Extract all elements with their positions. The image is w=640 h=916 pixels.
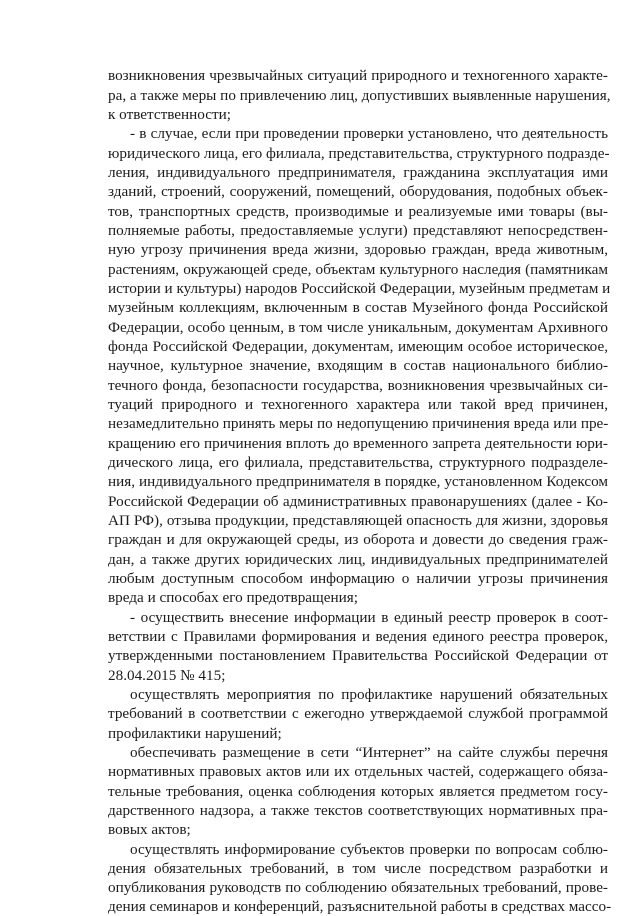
text-line: утвержденными постановлением Правительства Российской Федерации от <box>108 647 608 664</box>
text-line: - осуществить внесение информации в единый реестр проверок в соот- <box>130 609 608 626</box>
text-line: незамедлительно принять меры по недопущению причинения вреда или пре- <box>108 415 609 432</box>
text-line: Российской Федерации об административных правонарушениях (далее - Ко- <box>108 493 608 510</box>
text-line: нормативных правовых актов или их отдельных частей, содержащего обяза- <box>108 763 608 780</box>
text-line: к ответственности; <box>108 106 232 123</box>
text-line: Федерации, особо ценным, в том числе уникальным, документам Архивного <box>108 319 608 336</box>
text-line: дарственного надзора, а также текстов соответствующих нормативных пра- <box>108 802 608 819</box>
text-line: требований в соответствии с ежегодно утверждаемой службой программой <box>108 705 608 722</box>
text-line: осуществлять мероприятия по профилактике нарушений обязательных <box>130 686 608 703</box>
text-line: опубликования руководств по соблюдению обязательных требований, прове- <box>108 879 608 896</box>
text-line: обеспечивать размещение в сети “Интернет” на сайте службы перечня <box>130 744 608 761</box>
text-line: музейным коллекциям, включенным в состав Музейного фонда Российской <box>108 299 608 316</box>
text-line: АП РФ), отзыва продукции, представляющей опасность для жизни, здоровья <box>108 512 608 529</box>
text-line: вреда и способах его предотвращения; <box>108 589 358 606</box>
text-line: тельные требования, оценка соблюдения которых является предметом госу- <box>108 783 608 800</box>
text-line: ра, а также меры по привлечению лиц, допустивших выявленные нарушения, <box>108 87 611 104</box>
text-line: ную угрозу причинения вреда жизни, здоровью граждан, вреда животным, <box>108 241 608 258</box>
text-line: любым доступным способом информацию о наличии угрозы причинения <box>108 570 608 587</box>
text-line: дического лица, его филиала, представительства, структурного подразделе- <box>108 454 608 471</box>
text-line: научное, культурное значение, входящим в состав национального библио- <box>108 357 608 374</box>
text-line: дения семинаров и конференций, разъяснительной работы в средствах массо- <box>108 898 612 915</box>
text-line: вовых актов; <box>108 821 191 838</box>
text-line: ветствии с Правилами формирования и ведения единого реестра проверок, <box>108 628 608 645</box>
text-line: осуществлять информирование субъектов проверки по вопросам соблю- <box>130 841 608 858</box>
text-line: ления, индивидуального предпринимателя, гражданина эксплуатация ими <box>108 164 608 181</box>
text-line: полняемые работы, предоставляемые услуги) представляют непосредствен- <box>108 222 608 239</box>
text-line: граждан и для окружающей среды, из оборота и довести до сведения граж- <box>108 531 608 548</box>
text-line: течного фонда, безопасности государства, возникновения чрезвычайных си- <box>108 377 608 394</box>
text-line: возникновения чрезвычайных ситуаций природного и техногенного характе- <box>108 67 608 84</box>
text-line: кращению его причинения вплоть до временного запрета деятельности юри- <box>108 435 608 452</box>
text-line: - в случае, если при проведении проверки установлено, что деятельность <box>130 125 608 142</box>
text-line: дан, а также других юридических лиц, индивидуальных предпринимателей <box>108 551 608 568</box>
text-line: профилактики нарушений; <box>108 725 282 742</box>
text-line: растениям, окружающей среде, объектам культурного наследия (памятникам <box>108 261 608 278</box>
text-line: дения обязательных требований, в том числе посредством разработки и <box>108 860 608 877</box>
text-line: юридического лица, его филиала, представительства, структурного подразде- <box>108 145 610 162</box>
text-line: зданий, строений, сооружений, помещений, оборудования, подобных объек- <box>108 183 608 200</box>
text-line: ния, индивидуального предпринимателя в порядке, установленном Кодексом <box>108 473 608 490</box>
text-line: туаций природного и техногенного характера или такой вред причинен, <box>108 396 608 413</box>
text-line: истории и культуры) народов Российской Федерации, музейным предметам и <box>108 280 611 297</box>
text-line: тов, транспортных средств, производимые и реализуемые ими товары (вы- <box>108 203 608 220</box>
text-line: фонда Российской Федерации, документам, имеющим особое историческое, <box>108 338 608 355</box>
text-line: 28.04.2015 № 415; <box>108 667 226 684</box>
